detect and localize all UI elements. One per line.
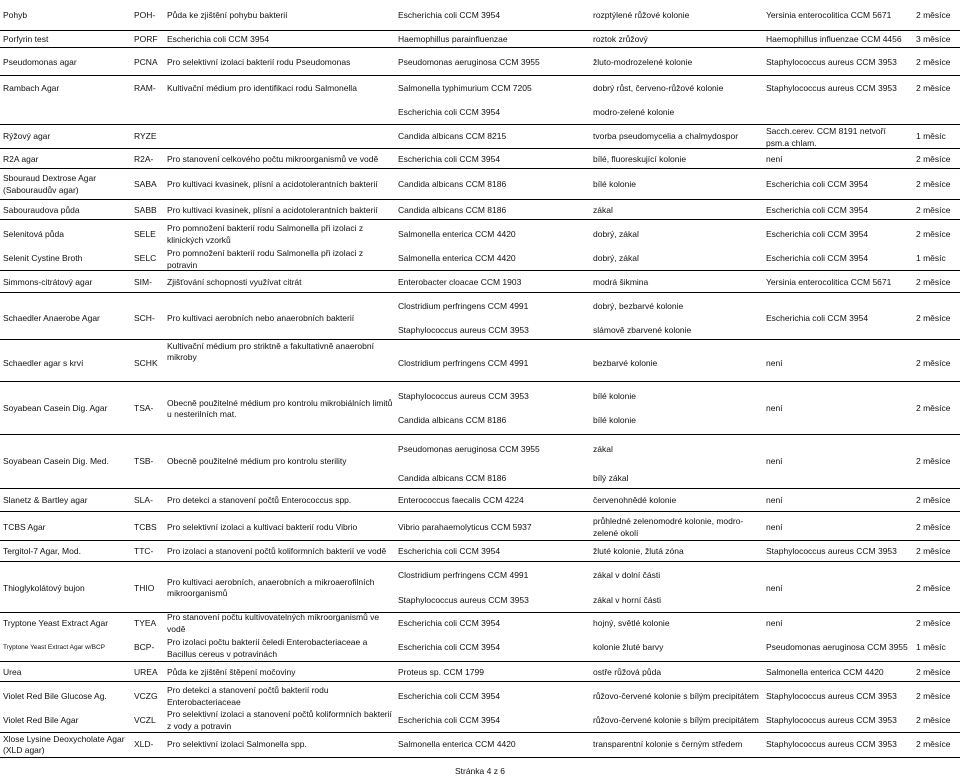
medium-purpose: Pro detekci a stanovení počtů bakterií rodu bbox=[167, 684, 329, 695]
control-strain: Haemophillus parainfluenzae bbox=[398, 33, 508, 44]
expected-result: červenohnědé kolonie bbox=[593, 494, 677, 505]
negative-control: není bbox=[766, 494, 783, 505]
medium-purpose: Pro selektivní izolaci bakterií rodu Pseudomonas bbox=[167, 56, 351, 67]
expected-result: žluto-modrozelené kolonie bbox=[593, 56, 693, 67]
medium-name: Violet Red Bile Glucose Ag. bbox=[3, 690, 107, 701]
expected-result: bílé kolonie bbox=[593, 390, 637, 401]
medium-purpose: Pro kultivaci aerobních nebo anaerobních bakterií bbox=[167, 312, 355, 323]
control-strain: Enterobacter cloacae CCM 1903 bbox=[398, 276, 522, 287]
medium-name: Pseudomonas agar bbox=[3, 56, 77, 67]
table-row bbox=[0, 682, 960, 709]
control-strain: Enterococcus faecalis CCM 4224 bbox=[398, 494, 524, 505]
expected-result: slámově zbarvené kolonie bbox=[593, 324, 692, 335]
expected-result: bezbarvé kolonie bbox=[593, 357, 658, 368]
expected-result: dobrý, zákal bbox=[593, 252, 639, 263]
expected-result: tvorba pseudomycelia a chalmydospor bbox=[593, 130, 739, 141]
medium-code: SELC bbox=[134, 252, 157, 263]
control-strain: Candida albicans CCM 8186 bbox=[398, 472, 507, 483]
expected-result: dobrý, bezbarvé kolonie bbox=[593, 300, 684, 311]
expected-result: bílé, fluoreskující kolonie bbox=[593, 153, 687, 164]
page-footer: Stránka 4 z 6 bbox=[454, 766, 506, 776]
shelf-life: 2 měsíce bbox=[916, 666, 951, 677]
control-strain: Clostridium perfringens CCM 4991 bbox=[398, 357, 529, 368]
negative-control: Sacch.cerev. CCM 8191 netvoří bbox=[766, 125, 886, 136]
medium-name: (XLD agar) bbox=[3, 744, 45, 755]
shelf-life: 2 měsíce bbox=[916, 153, 951, 164]
table-row bbox=[0, 512, 960, 541]
control-strain: Escherichia coli CCM 3954 bbox=[398, 153, 501, 164]
control-strain: Pseudomonas aeruginosa CCM 3955 bbox=[398, 56, 540, 67]
medium-purpose: Pro stanovení celkového počtu mikroorganismů ve vodě bbox=[167, 153, 379, 164]
medium-name: TCBS Agar bbox=[3, 521, 46, 532]
shelf-life: 2 měsíce bbox=[916, 357, 951, 368]
negative-control: není bbox=[766, 521, 783, 532]
negative-control: Staphylococcus aureus CCM 3953 bbox=[766, 690, 897, 701]
negative-control: Haemophillus influenzae CCM 4456 bbox=[766, 33, 902, 44]
control-strain: Proteus sp. CCM 1799 bbox=[398, 666, 484, 677]
medium-purpose: Pro kultivaci aerobních, anaerobních a mikroaerofilních bbox=[167, 576, 375, 587]
shelf-life: 2 měsíce bbox=[916, 738, 951, 749]
medium-purpose: Půda ke zjištění pohybu bakterií bbox=[167, 9, 288, 20]
negative-control: Staphylococcus aureus CCM 3953 bbox=[766, 714, 897, 725]
shelf-life: 1 měsíc bbox=[916, 252, 946, 263]
shelf-life: 2 měsíce bbox=[916, 178, 951, 189]
medium-name: Sabouraudova půda bbox=[3, 204, 80, 215]
medium-code: PORF bbox=[134, 33, 158, 44]
medium-code: TYEA bbox=[134, 617, 157, 628]
medium-purpose: Pro detekci a stanovení počtů Enterococcus spp. bbox=[167, 494, 352, 505]
negative-control: Escherichia coli CCM 3954 bbox=[766, 228, 869, 239]
medium-purpose: Obecně použitelné médium pro kontrolu mikrobiálních limitů bbox=[167, 397, 393, 408]
table-row bbox=[0, 220, 960, 244]
expected-result: rozptýlené růžové kolonie bbox=[593, 9, 690, 20]
medium-purpose: Zjišťování schopnosti využívat citrát bbox=[167, 276, 302, 287]
table-row bbox=[0, 0, 960, 31]
negative-control: není bbox=[766, 617, 783, 628]
negative-control: Escherichia coli CCM 3954 bbox=[766, 178, 869, 189]
medium-name: Tergitol-7 Agar, Mod. bbox=[3, 545, 81, 556]
medium-code: UREA bbox=[134, 666, 158, 677]
medium-name: Selenit Cystine Broth bbox=[3, 252, 83, 263]
negative-control: není bbox=[766, 153, 783, 164]
negative-control: není bbox=[766, 582, 783, 593]
expected-result: modrá šikmina bbox=[593, 276, 649, 287]
medium-name: R2A agar bbox=[3, 153, 39, 164]
table-row bbox=[0, 489, 960, 512]
expected-result: dobrý, zákal bbox=[593, 228, 639, 239]
negative-control: není bbox=[766, 455, 783, 466]
expected-result: žluté kolonie, žlutá zóna bbox=[593, 545, 684, 556]
table-row bbox=[0, 169, 960, 200]
table-row bbox=[0, 541, 960, 562]
shelf-life: 2 měsíce bbox=[916, 402, 951, 413]
medium-name: Tryptone Yeast Extract Agar w/BCP bbox=[3, 643, 106, 651]
medium-purpose: Obecně použitelné médium pro kontrolu sterility bbox=[167, 455, 347, 466]
table-row bbox=[0, 48, 960, 76]
expected-result: zákal bbox=[593, 204, 613, 215]
control-strain: Vibrio parahaemolyticus CCM 5937 bbox=[398, 521, 532, 532]
control-strain: Escherichia coli CCM 3954 bbox=[398, 714, 501, 725]
expected-result: transparentní kolonie s černým středem bbox=[593, 738, 743, 749]
table-row bbox=[0, 634, 960, 662]
medium-code: PCNA bbox=[134, 56, 158, 67]
expected-result: bílé kolonie bbox=[593, 178, 637, 189]
control-strain: Escherichia coli CCM 3954 bbox=[398, 9, 501, 20]
table-row bbox=[0, 76, 960, 125]
shelf-life: 1 měsíc bbox=[916, 130, 946, 141]
medium-code: RAM- bbox=[134, 82, 156, 93]
negative-control: Escherichia coli CCM 3954 bbox=[766, 252, 869, 263]
table-row bbox=[0, 435, 960, 489]
control-strain: Clostridium perfringens CCM 4991 bbox=[398, 300, 529, 311]
medium-name: Selenitová půda bbox=[3, 228, 64, 239]
table-row bbox=[0, 340, 960, 382]
control-strain: Staphylococcus aureus CCM 3953 bbox=[398, 390, 529, 401]
medium-code: SCHK bbox=[134, 357, 158, 368]
medium-name: (Sabouraudův agar) bbox=[3, 184, 79, 195]
table-row bbox=[0, 149, 960, 169]
medium-code: SABB bbox=[134, 204, 157, 215]
negative-control: není bbox=[766, 357, 783, 368]
negative-control: Staphylococcus aureus CCM 3953 bbox=[766, 82, 897, 93]
medium-name: Pohyb bbox=[3, 9, 28, 20]
negative-control: Escherichia coli CCM 3954 bbox=[766, 312, 869, 323]
medium-code: SIM- bbox=[134, 276, 152, 287]
medium-code: SLA- bbox=[134, 494, 153, 505]
control-strain: Candida albicans CCM 8215 bbox=[398, 130, 507, 141]
medium-purpose: potravin bbox=[167, 259, 198, 270]
control-strain: Salmonella enterica CCM 4420 bbox=[398, 252, 516, 263]
medium-name: Rýžový agar bbox=[3, 130, 51, 141]
negative-control: Salmonella enterica CCM 4420 bbox=[766, 666, 884, 677]
control-strain: Salmonella enterica CCM 4420 bbox=[398, 738, 516, 749]
shelf-life: 2 měsíce bbox=[916, 714, 951, 725]
shelf-life: 2 měsíce bbox=[916, 545, 951, 556]
medium-purpose: Escherichia coli CCM 3954 bbox=[167, 33, 270, 44]
negative-control: psm.a chlam. bbox=[766, 137, 817, 148]
expected-result: bílé kolonie bbox=[593, 414, 637, 425]
control-strain: Escherichia coli CCM 3954 bbox=[398, 641, 501, 652]
negative-control: Staphylococcus aureus CCM 3953 bbox=[766, 738, 897, 749]
control-strain: Staphylococcus aureus CCM 3953 bbox=[398, 594, 529, 605]
medium-purpose: Pro pomnožení bakterií rodu Salmonella při izolaci z bbox=[167, 247, 364, 258]
medium-code: POH- bbox=[134, 9, 156, 20]
expected-result: zákal bbox=[593, 443, 613, 454]
medium-code: XLD- bbox=[134, 738, 154, 749]
medium-purpose: Pro selektivní izolaci a stanovení počtů koliformních bakterií bbox=[167, 708, 392, 719]
medium-code: R2A- bbox=[134, 153, 154, 164]
table-row bbox=[0, 31, 960, 48]
negative-control: Yersinia enterocolitica CCM 5671 bbox=[766, 9, 892, 20]
control-strain: Salmonella typhimurium CCM 7205 bbox=[398, 82, 532, 93]
control-strain: Staphylococcus aureus CCM 3953 bbox=[398, 324, 529, 335]
medium-purpose: mikroby bbox=[167, 351, 197, 362]
medium-code: TCBS bbox=[134, 521, 157, 532]
table-row bbox=[0, 709, 960, 733]
expected-result: roztok zrůžový bbox=[593, 33, 648, 44]
medium-purpose: Pro kultivaci kvasinek, plísní a acidotolerantních bakterií bbox=[167, 204, 378, 215]
negative-control: Pseudomonas aeruginosa CCM 3955 bbox=[766, 641, 908, 652]
shelf-life: 2 měsíce bbox=[916, 617, 951, 628]
medium-code: SCH- bbox=[134, 312, 155, 323]
shelf-life: 2 měsíce bbox=[916, 276, 951, 287]
expected-result: hojný, světlé kolonie bbox=[593, 617, 670, 628]
medium-code: TSA- bbox=[134, 402, 154, 413]
medium-code: TSB- bbox=[134, 455, 154, 466]
control-strain: Candida albicans CCM 8186 bbox=[398, 204, 507, 215]
control-strain: Escherichia coli CCM 3954 bbox=[398, 690, 501, 701]
expected-result: zákal v horní části bbox=[593, 594, 662, 605]
expected-result: bílý zákal bbox=[593, 472, 629, 483]
medium-code: SABA bbox=[134, 178, 157, 189]
shelf-life: 2 měsíce bbox=[916, 582, 951, 593]
medium-purpose: Pro selektivní izolaci Salmonella spp. bbox=[167, 738, 307, 749]
expected-result: růžovo-červené kolonie s bílým precipitátem bbox=[593, 690, 759, 701]
table-row bbox=[0, 562, 960, 613]
medium-name: Porfyrin test bbox=[3, 33, 49, 44]
shelf-life: 2 měsíce bbox=[916, 204, 951, 215]
control-strain: Clostridium perfringens CCM 4991 bbox=[398, 569, 529, 580]
expected-result: průhledné zelenomodré kolonie, modro- bbox=[593, 515, 744, 526]
shelf-life: 3 měsíce bbox=[916, 33, 951, 44]
medium-name: Rambach Agar bbox=[3, 82, 60, 93]
shelf-life: 2 měsíce bbox=[916, 521, 951, 532]
medium-purpose: Pro pomnožení bakterií rodu Salmonella při izolaci z bbox=[167, 222, 364, 233]
medium-purpose: Pro stanovení počtu kultivovatelných mikroorganismů ve bbox=[167, 611, 380, 622]
medium-name: Soyabean Casein Dig. Med. bbox=[3, 455, 109, 466]
medium-purpose: Kultivační médium pro identifikaci rodu Salmonella bbox=[167, 82, 357, 93]
negative-control: Staphylococcus aureus CCM 3953 bbox=[766, 56, 897, 67]
medium-code: VCZL bbox=[134, 714, 156, 725]
control-strain: Candida albicans CCM 8186 bbox=[398, 178, 507, 189]
expected-result: zelené okolí bbox=[593, 527, 639, 538]
medium-purpose: Enterobacteriaceae bbox=[167, 696, 241, 707]
table-row bbox=[0, 613, 960, 634]
control-strain: Pseudomonas aeruginosa CCM 3955 bbox=[398, 443, 540, 454]
negative-control: Staphylococcus aureus CCM 3953 bbox=[766, 545, 897, 556]
expected-result: dobrý růst, červeno-růžové kolonie bbox=[593, 82, 724, 93]
medium-name: Urea bbox=[3, 666, 22, 677]
medium-purpose: Kultivační médium pro striktně a fakultativně anaerobní bbox=[167, 340, 374, 351]
shelf-life: 2 měsíce bbox=[916, 228, 951, 239]
medium-name: Xlose Lysine Deoxycholate Agar bbox=[3, 733, 125, 744]
medium-purpose: Pro selektivní izolaci a kultivaci bakterií rodu Vibrio bbox=[167, 521, 358, 532]
medium-name: Soyabean Casein Dig. Agar bbox=[3, 402, 108, 413]
medium-purpose: z vody a potravin bbox=[167, 720, 232, 731]
control-strain: Escherichia coli CCM 3954 bbox=[398, 106, 501, 117]
medium-purpose: Půda ke zjištění štěpení močoviny bbox=[167, 666, 296, 677]
medium-purpose: vodě bbox=[167, 623, 186, 634]
control-strain: Candida albicans CCM 8186 bbox=[398, 414, 507, 425]
shelf-life: 2 měsíce bbox=[916, 9, 951, 20]
control-strain: Salmonella enterica CCM 4420 bbox=[398, 228, 516, 239]
medium-name: Simmons-citrátový agar bbox=[3, 276, 93, 287]
medium-purpose: klinických vzorků bbox=[167, 234, 231, 245]
medium-code: VCZG bbox=[134, 690, 158, 701]
negative-control: Yersinia enterocolitica CCM 5671 bbox=[766, 276, 892, 287]
medium-purpose: Pro izolaci a stanovení počtů koliformních bakterií ve vodě bbox=[167, 545, 387, 556]
shelf-life: 2 měsíce bbox=[916, 312, 951, 323]
expected-result: zákal v dolní části bbox=[593, 569, 661, 580]
medium-code: THIO bbox=[134, 582, 155, 593]
medium-code: SELE bbox=[134, 228, 156, 239]
control-strain: Escherichia coli CCM 3954 bbox=[398, 545, 501, 556]
medium-purpose: Pro kultivaci kvasinek, plísní a acidotolerantních bakterií bbox=[167, 178, 378, 189]
medium-name: Tryptone Yeast Extract Agar bbox=[3, 617, 109, 628]
table-row bbox=[0, 125, 960, 149]
medium-code: RYZE bbox=[134, 130, 157, 141]
medium-name: Slanetz & Bartley agar bbox=[3, 494, 88, 505]
table-row bbox=[0, 382, 960, 435]
table-row bbox=[0, 200, 960, 220]
expected-result: kolonie žluté barvy bbox=[593, 641, 664, 652]
table-row bbox=[0, 293, 960, 340]
shelf-life: 2 měsíce bbox=[916, 494, 951, 505]
control-strain: Escherichia coli CCM 3954 bbox=[398, 617, 501, 628]
negative-control: Escherichia coli CCM 3954 bbox=[766, 204, 869, 215]
table-row bbox=[0, 271, 960, 293]
medium-purpose: Bacillus cereus v potravinách bbox=[167, 648, 278, 659]
medium-name: Violet Red Bile Agar bbox=[3, 714, 79, 725]
shelf-life: 2 měsíce bbox=[916, 56, 951, 67]
shelf-life: 2 měsíce bbox=[916, 82, 951, 93]
expected-result: ostře růžová půda bbox=[593, 666, 662, 677]
medium-purpose: u nesterilních mat. bbox=[167, 408, 237, 419]
shelf-life: 1 měsíc bbox=[916, 641, 946, 652]
negative-control: není bbox=[766, 402, 783, 413]
medium-purpose: mikroorganismů bbox=[167, 587, 228, 598]
table-row bbox=[0, 662, 960, 682]
table-row bbox=[0, 733, 960, 758]
medium-name: Schaedler agar s krví bbox=[3, 357, 84, 368]
shelf-life: 2 měsíce bbox=[916, 690, 951, 701]
expected-result: růžovo-červené kolonie s bílým precipitátem bbox=[593, 714, 759, 725]
medium-purpose: Pro izolaci počtu bakterií čeledi Enterobacteriaceae a bbox=[167, 636, 368, 647]
medium-name: Thioglykolátový bujon bbox=[3, 582, 85, 593]
expected-result: modro-zelené kolonie bbox=[593, 106, 675, 117]
medium-name: Sbouraud Dextrose Agar bbox=[3, 172, 97, 183]
shelf-life: 2 měsíce bbox=[916, 455, 951, 466]
medium-name: Schaedler Anaerobe Agar bbox=[3, 312, 100, 323]
medium-code: BCP- bbox=[134, 641, 155, 652]
table-row bbox=[0, 244, 960, 271]
medium-code: TTC- bbox=[134, 545, 154, 556]
